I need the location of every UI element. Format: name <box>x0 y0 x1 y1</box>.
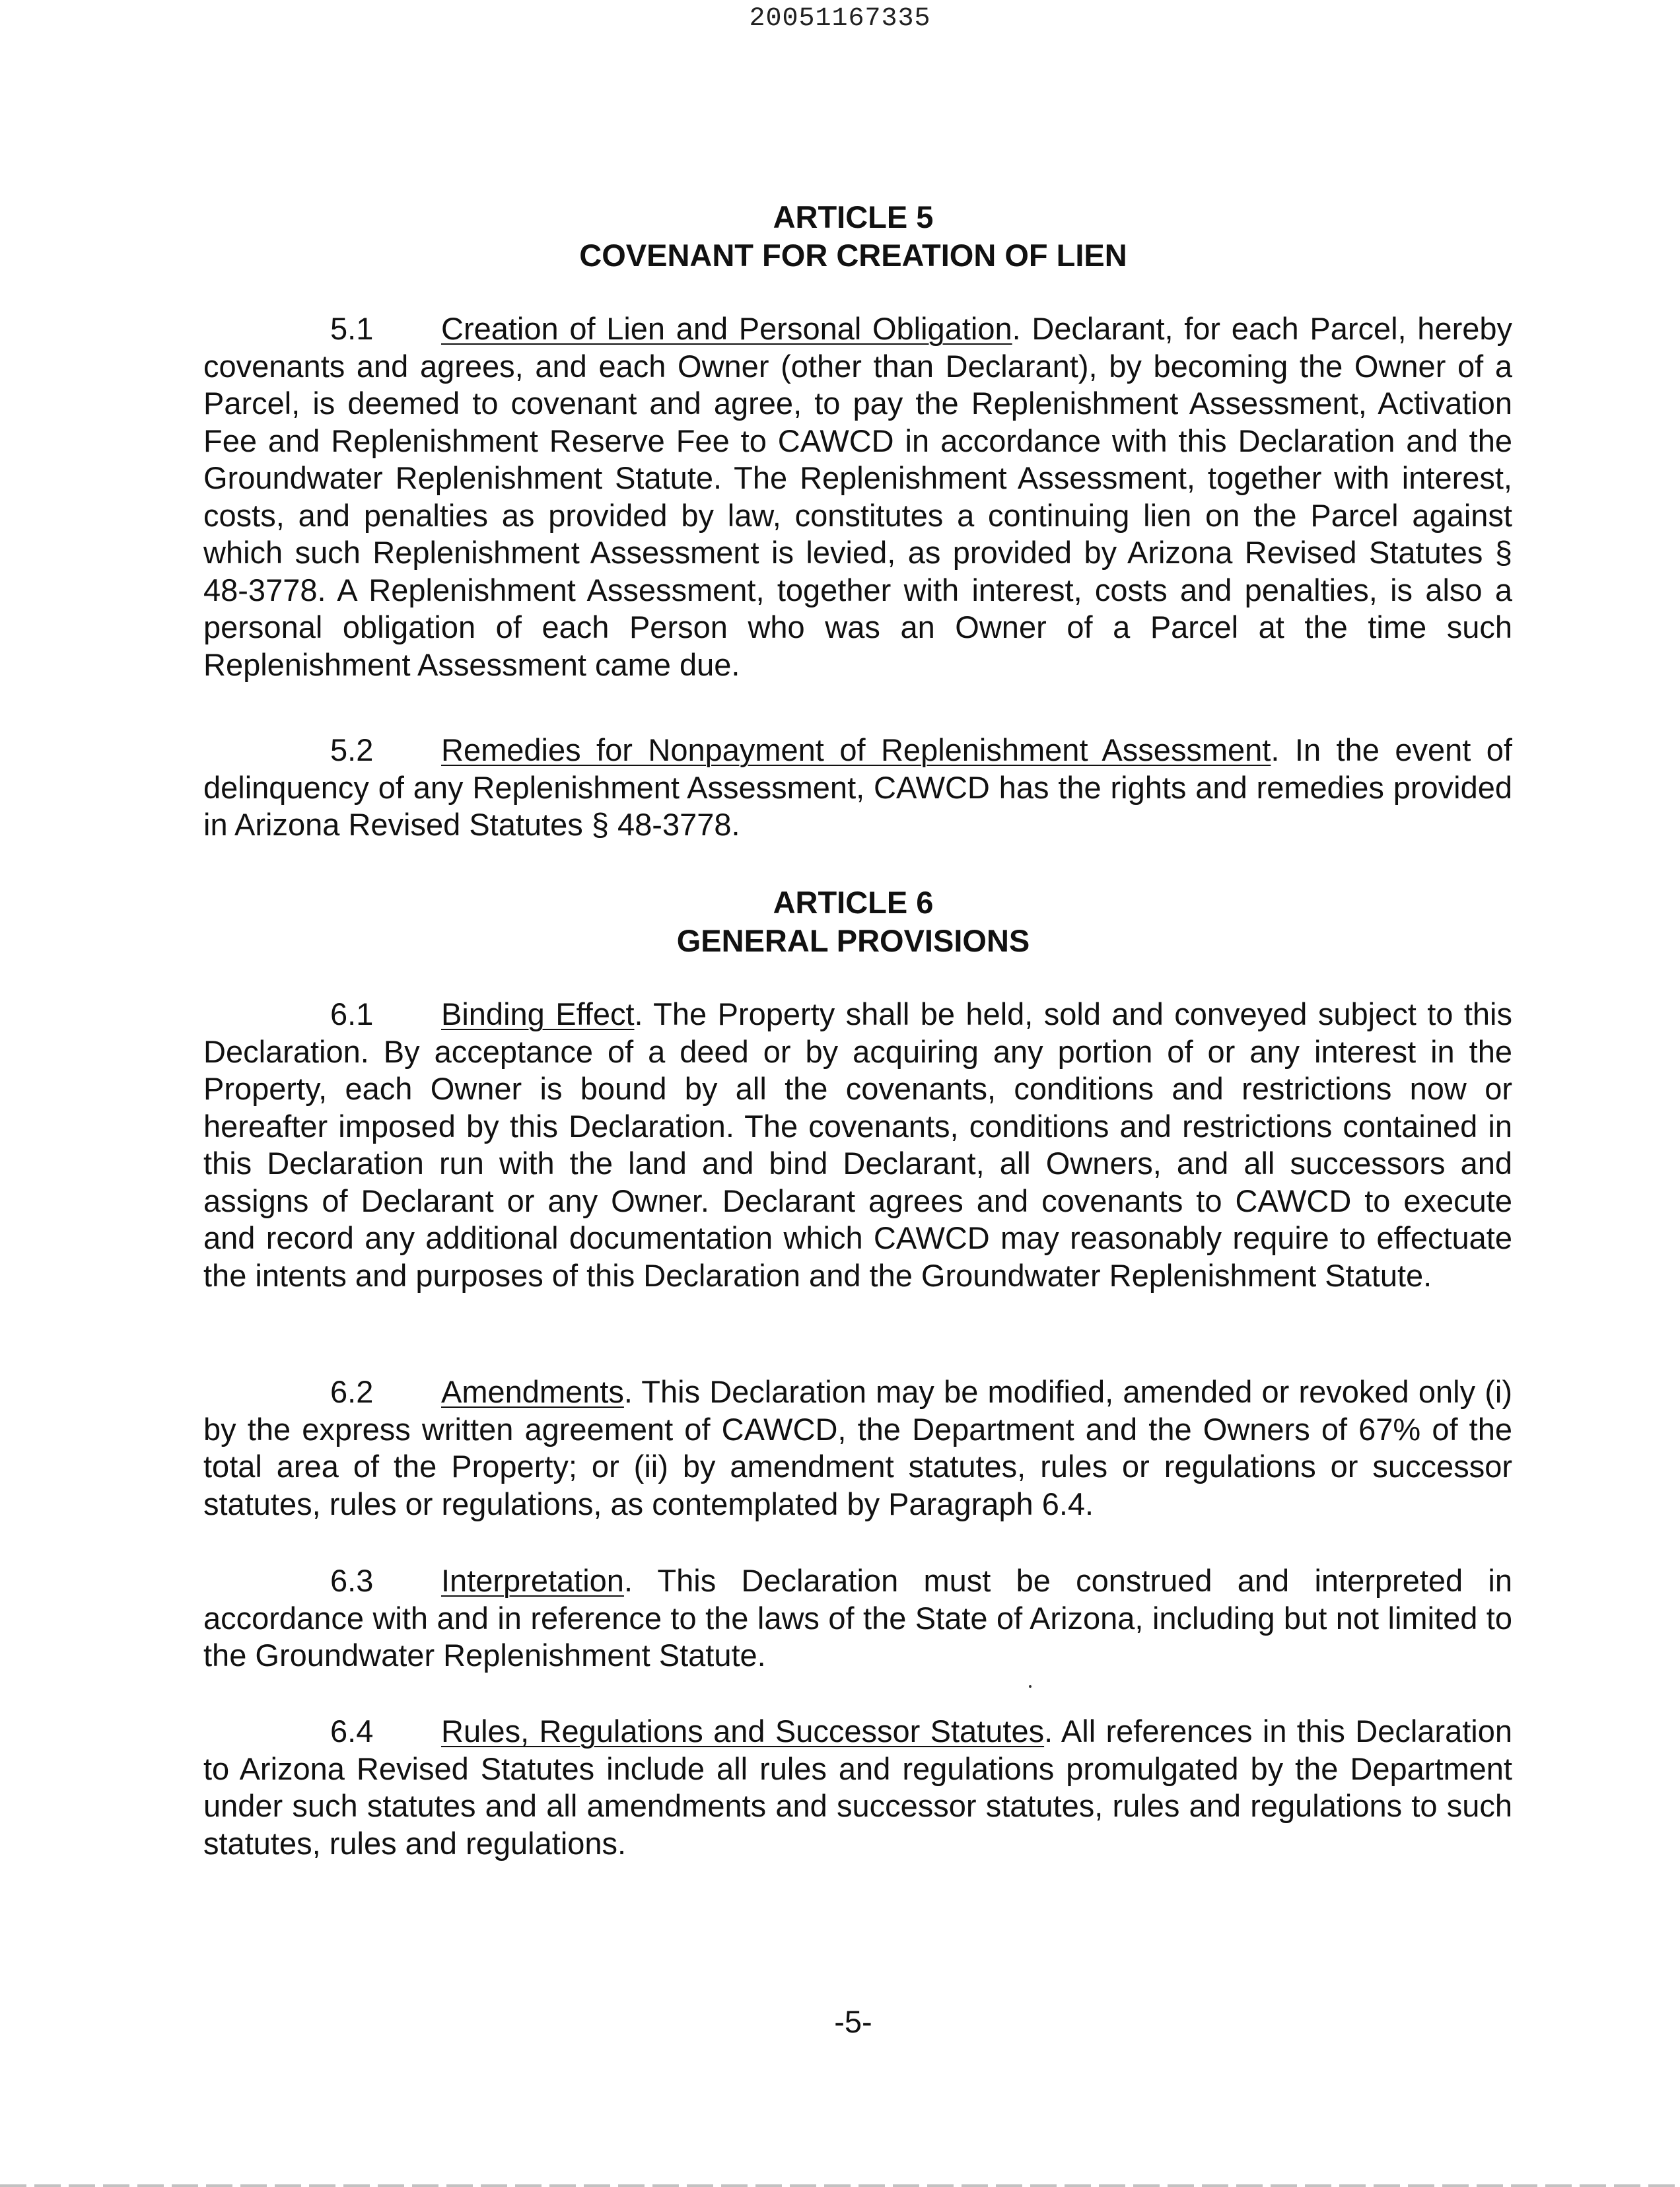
scan-speck <box>1029 1685 1032 1688</box>
section-6-2 <box>203 1373 1512 1523</box>
section-number: 5.2 <box>330 732 374 767</box>
article-6-heading <box>0 884 1680 960</box>
section-body: . The Property shall be held, sold and conveyed subject to this Declaration. By acceptance of a deed or by acquiring any portion of or any interest in the Property, each Owner is bound by all the covenants, conditions and restrictions now or hereafter imposed by this Declaration. The covenants, conditions and restrictions contained in this Declaration run with the land and bind Declarant, all Owners, and all successors and assigns of Declarant or any Owner. Declarant agrees and covenants to CAWCD to execute and record any additional documentation which CAWCD may reasonably require to effectuate the intents and purposes of this Declaration and the Groundwater Replenishment Statute. <box>203 996 1512 1293</box>
section-body: . All references in this Declaration to Arizona Revised Statutes include all rules and regulations promulgated by the Department under such statutes and all amendments and successor statutes, rules and regulations to such statutes, rules and regulations. <box>203 1714 1513 1861</box>
page-number: -5- <box>834 2004 872 2039</box>
article-6-title: GENERAL PROVISIONS <box>676 923 1030 958</box>
section-6-3 <box>203 1562 1512 1675</box>
section-title: Rules, Regulations and Successor Statutes <box>441 1714 1045 1749</box>
section-body: . Declarant, for each Parcel, hereby covenants and agrees, and each Owner (other than Declarant), by becoming the Owner of a Parcel, is deemed to covenant and agree, to pay the Replenishment Assessment, Activation Fee and Replenishment Reserve Fee to CAWCD in accordance with this Declaration and the Groundwater Replenishment Statute. The Replenishment Assessment, together with interest, costs, and penalties as provided by law, constitutes a continuing lien on the Parcel against which such Replenishment Assessment is levied, as provided by Arizona Revised Statutes § 48-3778. A Replenishment Assessment, together with interest, costs and penalties, is also a personal obligation of each Person who was an Owner of a Parcel at the time such Replenishment Assessment came due. <box>203 311 1512 682</box>
article-5-heading <box>0 198 1680 275</box>
scan-edge-artifact <box>0 2184 1680 2187</box>
section-body: . In the event of delinquency of any Replenishment Assessment, CAWCD has the rights and remedies provided in Arizona Revised Statutes § 48-3778. <box>203 732 1512 842</box>
section-number: 6.4 <box>330 1714 374 1749</box>
section-title: Amendments <box>441 1374 624 1409</box>
section-number: 6.2 <box>330 1374 374 1409</box>
section-title: Interpretation <box>441 1563 624 1598</box>
article-5-title: COVENANT FOR CREATION OF LIEN <box>579 238 1127 273</box>
article-5-label: ARTICLE 5 <box>773 199 934 234</box>
section-6-4 <box>203 1713 1512 1862</box>
section-number: 6.3 <box>330 1563 374 1598</box>
section-number: 5.1 <box>330 311 374 346</box>
section-5-1 <box>203 310 1512 683</box>
section-title: Creation of Lien and Personal Obligation <box>441 311 1012 346</box>
section-body: . This Declaration may be modified, amended or revoked only (i) by the express written agreement of CAWCD, the Department and the Owners of 67% of the total area of the Property; or (ii) by amendment statutes, rules or regulations or successor statutes, rules or regulations, as contemplated by Paragraph 6.4. <box>203 1374 1512 1521</box>
section-body: . This Declaration must be construed and interpreted in accordance with and in reference to the laws of the State of Arizona, including but not limited to the Groundwater Replenishment Statute. <box>203 1563 1512 1673</box>
article-6-label: ARTICLE 6 <box>773 885 934 920</box>
section-6-1 <box>203 996 1512 1294</box>
section-title: Remedies for Nonpayment of Replenishment Assessment <box>441 732 1271 767</box>
section-title: Binding Effect <box>441 996 635 1031</box>
section-5-2 <box>203 732 1512 844</box>
section-number: 6.1 <box>330 996 374 1031</box>
document-number: 20051167335 <box>749 4 931 34</box>
